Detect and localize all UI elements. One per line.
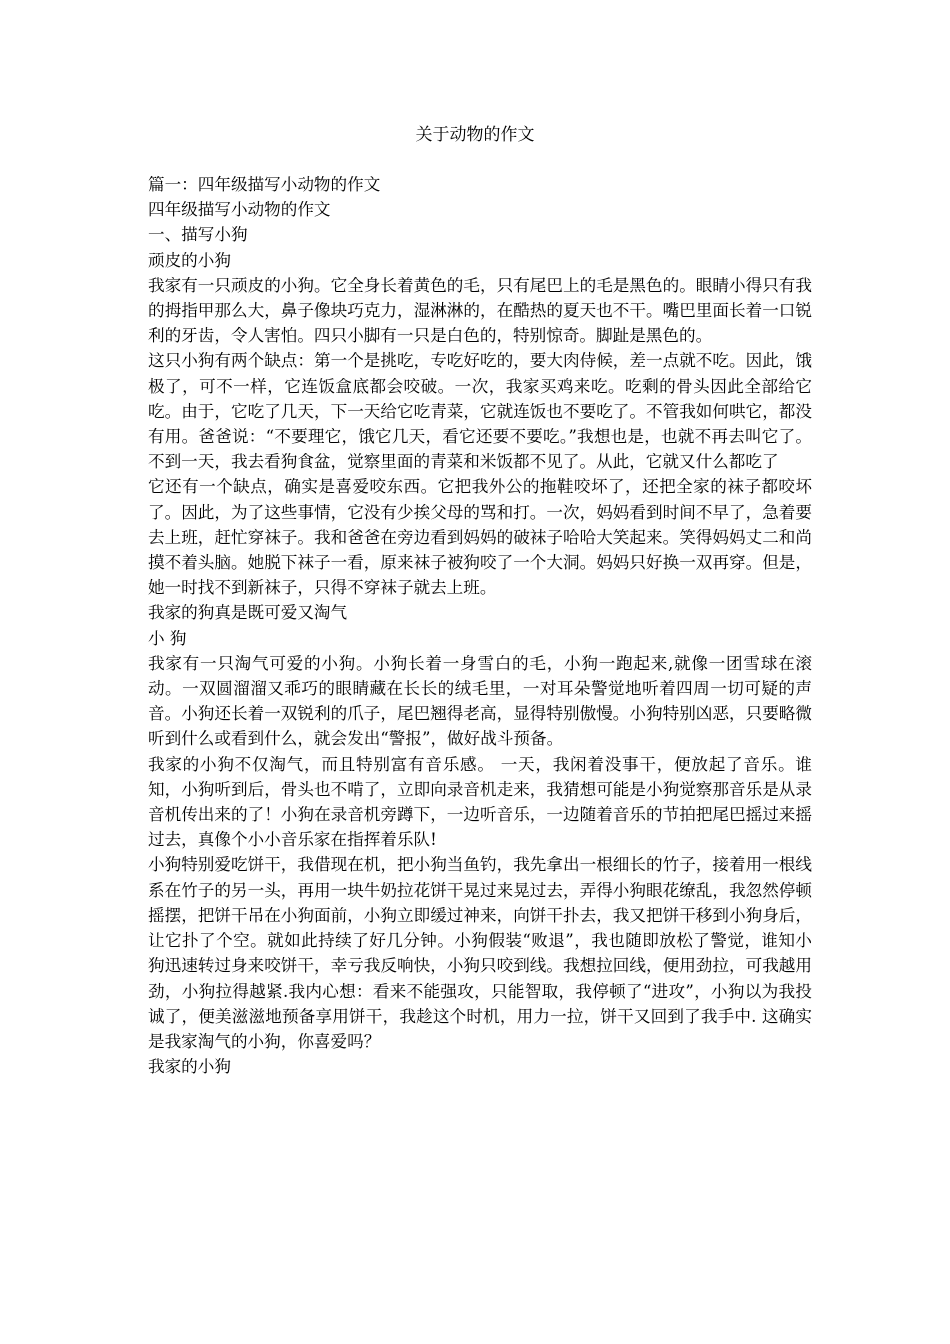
paragraph: 我家的小狗不仅淘气，而且特别富有音乐感。 一天，我闲着没事干，便放起了音乐。谁知，小狗听到后，骨头也不啃了，立即向录音机走来，我猜想可能是小狗觉察那音乐是从录音机传出来的了！小狗在录音机旁蹲下，一边听音乐，一边随着音乐的节拍把尾巴摇过来摇过去，真像个小小音乐家在指挥着乐队!	[148, 754, 812, 850]
essay-title: 我家的小狗	[148, 1057, 231, 1077]
paragraph: 我家有一只淘气可爱的小狗。小狗长着一身雪白的毛，小狗一跑起来,就像一团雪球在滚动。一双圆溜溜又乖巧的眼睛藏在长长的绒毛里，一对耳朵警觉地听着四周一切可疑的声音。小狗还长着一双锐利的爪子，尾巴翘得老高，显得特别傲慢。小狗特别凶恶，只要略微听到什么或看到什么，就会发出“警报”，做好战斗预备。	[148, 653, 812, 749]
paragraph: 我家有一只顽皮的小狗。它全身长着黄色的毛，只有尾巴上的毛是黑色的。眼睛小得只有我的拇指甲那么大，鼻子像块巧克力，湿淋淋的，在酷热的夏天也不干。嘴巴里面长着一口锐利的牙齿，令人害怕。四只小脚有一只是白色的，特别惊奇。脚趾是黑色的。	[148, 275, 812, 346]
essay-title: 顽皮的小狗	[148, 250, 231, 270]
section-heading-1: 篇一：四年级描写小动物的作文	[148, 175, 381, 194]
document-body	[148, 172, 812, 1079]
part-heading: 一、描写小狗	[148, 225, 248, 245]
essay-title: 小 狗	[148, 628, 187, 648]
paragraph: 它还有一个缺点，确实是喜爱咬东西。它把我外公的拖鞋咬坏了，还把全家的袜子都咬坏了。因此，为了这些事情，它没有少挨父母的骂和打。一次，妈妈看到时间不早了，急着要去上班，赶忙穿袜子。我和爸爸在旁边看到妈妈的破袜子哈哈大笑起来。笑得妈妈丈二和尚摸不着头脑。她脱下袜子一看，原来袜子被狗咬了一个大洞。妈妈只好换一双再穿。但是，她一时找不到新袜子，只得不穿袜子就去上班。	[148, 477, 812, 598]
subheading: 四年级描写小动物的作文	[148, 200, 331, 220]
paragraph: 这只小狗有两个缺点：第一个是挑吃，专吃好吃的，要大肉侍候，差一点就不吃。因此，饿极了，可不一样，它连饭盒底都会咬破。一次，我家买鸡来吃。吃剩的骨头因此全部给它吃。由于，它吃了几天，下一天给它吃青菜，它就连饭也不要吃了。不管我如何哄它，都没有用。爸爸说：“不要理它，饿它几天，看它还要不要吃。”我想也是，也就不再去叫它了。不到一天，我去看狗食盆，觉察里面的青菜和米饭都不见了。从此，它就又什么都吃了	[148, 351, 812, 472]
sentence: 我家的狗真是既可爱又淘气	[148, 603, 348, 623]
document-title: 关于动物的作文	[415, 125, 535, 145]
paragraph: 小狗特别爱吃饼干，我借现在机，把小狗当鱼钓，我先拿出一根细长的竹子，接着用一根线系在竹子的另一头，再用一块牛奶拉花饼干晃过来晃过去，弄得小狗眼花缭乱，我忽然停顿摇摆，把饼干吊在小狗面前，小狗立即缓过神来，向饼干扑去，我又把饼干移到小狗身后，让它扑了个空。就如此持续了好几分钟。小狗假装“败退”，我也随即放松了警觉，谁知小狗迅速转过身来咬饼干，幸亏我反响快，小狗只咬到线。我想拉回线，便用劲拉，可我越用劲，小狗拉得越紧.我内心想：看来不能强攻，只能智取，我停顿了“进攻”，小狗以为我投诚了，便美滋滋地预备享用饼干，我趁这个时机，用力一拉，饼干又回到了我手中. 这确实是我家淘气的小狗，你喜爱吗？	[148, 855, 812, 1051]
